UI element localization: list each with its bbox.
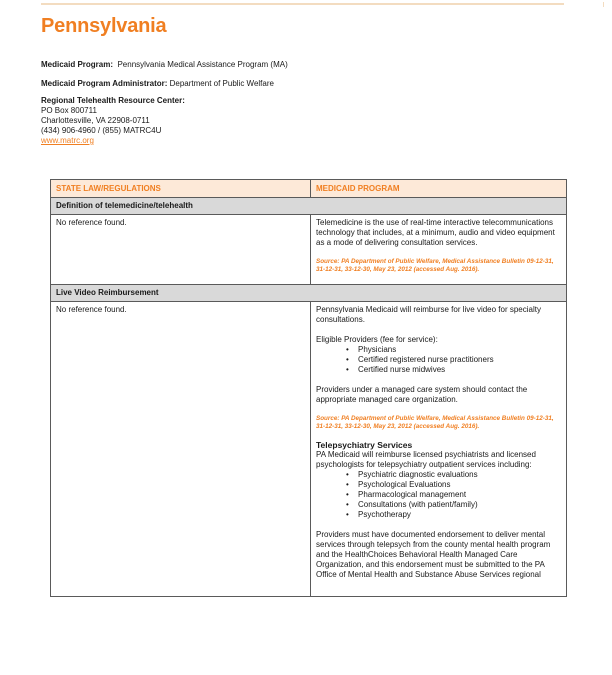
section-row [51,198,567,215]
medicaid-administrator-value: Department of Public Welfare [169,79,274,88]
state-law-cell: No reference found. [51,302,311,597]
header-state-law: STATE LAW/REGULATIONS [51,180,311,198]
page-title: Pennsylvania [41,15,167,37]
medicaid-program-label: Medicaid Program: [41,60,114,69]
list-item: • Psychological Evaluations [346,480,561,490]
address-line-2: Charlottesville, VA 22908-0711 [41,116,150,125]
medicaid-cell [311,302,567,597]
state-law-cell: No reference found. [51,215,311,285]
definition-text: Telemedicine is the use of real-time interactive telecommunications technology that includes, at a minimum, audio and video equipment as a mode of delivering consultation services. [316,218,555,247]
address-line-1: PO Box 800711 [41,106,97,115]
list-item: • Physicians [346,345,561,355]
managed-care-note: Providers under a managed care system should contact the appropriate managed care organization. [316,385,528,404]
website-link[interactable]: www.matrc.org [41,136,94,145]
medicaid-cell [311,215,567,285]
source-citation: Source: PA Department of Public Welfare, Medical Assistance Bulletin 09-12-31, 31-12-31, 33-12-30, May 23, 2012 (accessed Aug. 2016). [316,415,554,430]
list-item: • Certified registered nurse practitioners [346,355,561,365]
live-video-intro: Pennsylvania Medicaid will reimburse for live video for specialty consultations. [316,305,541,324]
medicaid-program-value: Pennsylvania Medical Assistance Program (MA) [117,60,288,69]
top-rule-divider [41,3,564,5]
rule-tick [603,2,604,7]
endorsement-text: Providers must have documented endorsement to deliver mental services through telepsych from the county mental health program and the HealthChoices Behavioral Health Managed Care Organization, and this endorsement must be submitted to the PA Office of Mental Health and Substance Abuse Services regional [316,530,551,579]
medicaid-program-line [41,60,288,70]
list-item: • Psychotherapy [346,510,561,520]
resource-center-block [41,96,185,146]
telepsych-intro: PA Medicaid will reimburse licensed psychiatrists and licensed psychologists for telepsychiatry outpatient services including: [316,450,536,469]
list-item: • Pharmacological management [346,490,561,500]
table-header-row [51,180,567,198]
telepsych-heading: Telepsychiatry Services [316,440,413,450]
table-row [51,302,567,597]
medicaid-administrator-label: Medicaid Program Administrator: [41,79,168,88]
policy-table [50,179,567,597]
eligible-providers-list [316,345,561,375]
source-citation: Source: PA Department of Public Welfare, Medical Assistance Bulletin 09-12-31, 31-12-31, 33-12-30, May 23, 2012 (accessed Aug. 2016). [316,258,554,273]
resource-center-label: Regional Telehealth Resource Center: [41,96,185,105]
medicaid-administrator-line [41,79,274,89]
list-item: • Psychiatric diagnostic evaluations [346,470,561,480]
list-item: • Certified nurse midwives [346,365,561,375]
section-row [51,285,567,302]
list-item: • Consultations (with patient/family) [346,500,561,510]
header-medicaid-program: MEDICAID PROGRAM [311,180,567,198]
section-title-definition: Definition of telemedicine/telehealth [51,198,567,215]
phone-line: (434) 906-4960 / (855) MATRC4U [41,126,162,135]
eligible-providers-label: Eligible Providers (fee for service): [316,335,438,344]
section-title-live-video: Live Video Reimbursement [51,285,567,302]
table-row [51,215,567,285]
telepsych-services-list [316,470,561,520]
